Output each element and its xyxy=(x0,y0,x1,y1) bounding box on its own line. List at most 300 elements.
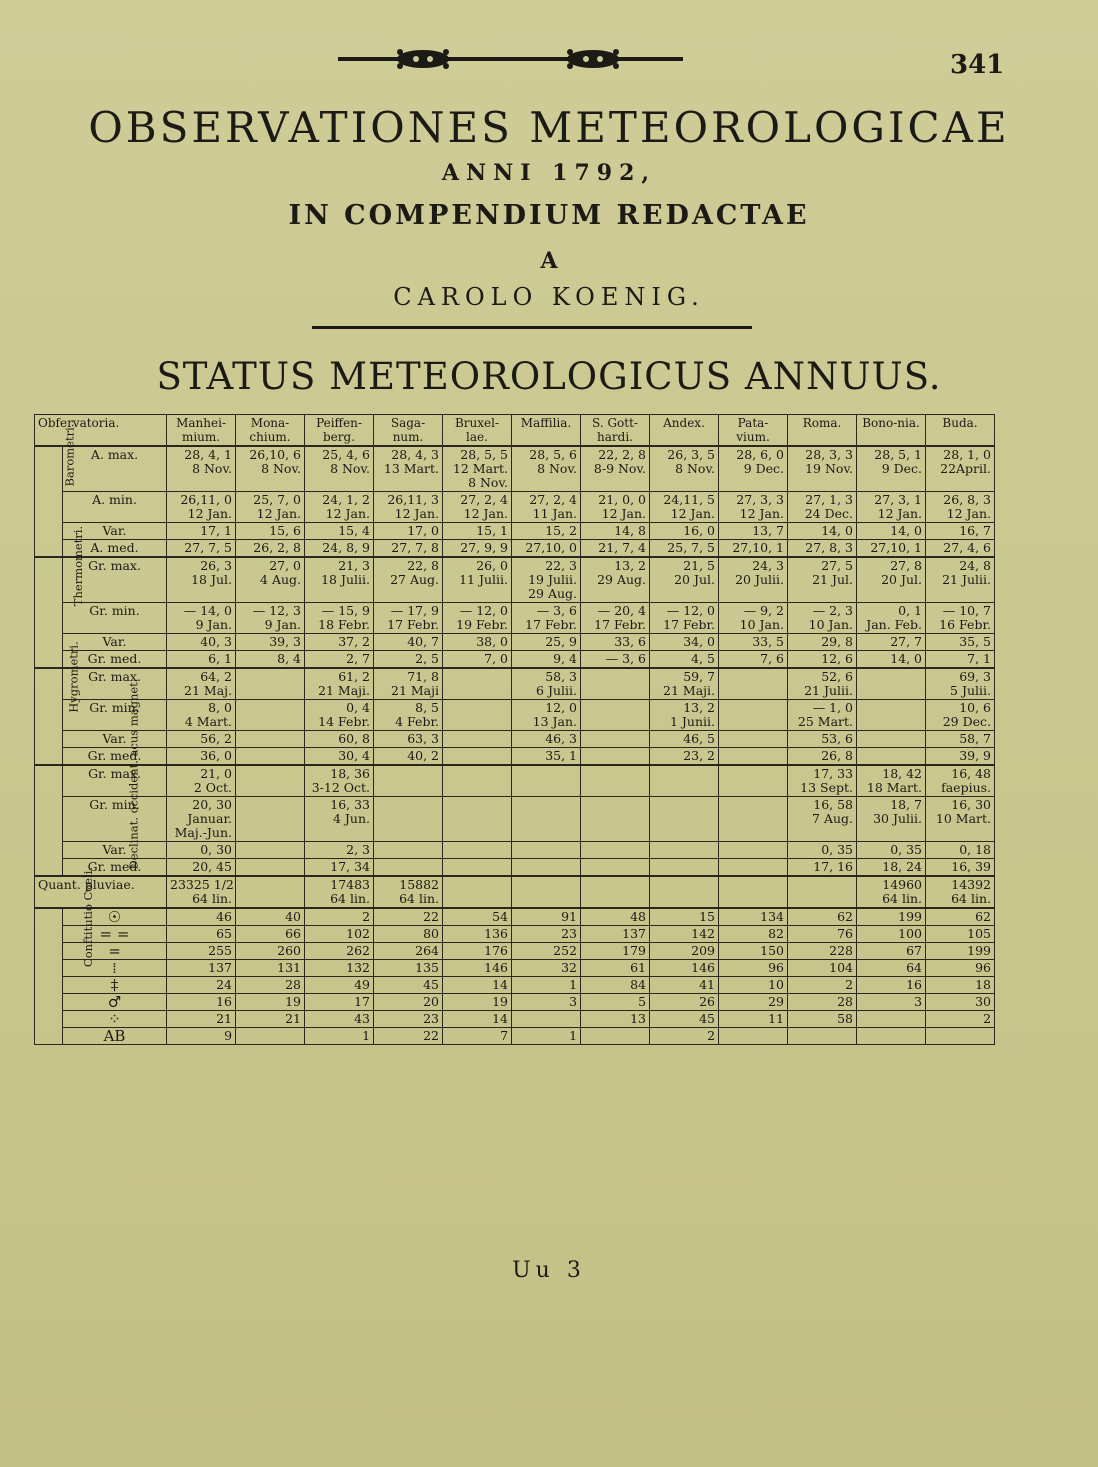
table-row xyxy=(35,765,995,797)
data-cell: 24, 3 20 Julii. xyxy=(719,557,788,603)
data-cell: 12, 6 xyxy=(788,651,857,669)
row-label: Var. xyxy=(63,731,167,748)
data-cell: 33, 6 xyxy=(581,634,650,651)
data-cell: 146 xyxy=(443,960,512,977)
data-cell: 28 xyxy=(236,977,305,994)
header-station: S. Gott-hardi. xyxy=(581,415,650,447)
data-cell: 18, 7 30 Julii. xyxy=(857,797,926,842)
data-cell: 27, 7, 5 xyxy=(167,540,236,558)
data-cell: 27, 1, 3 24 Dec. xyxy=(788,492,857,523)
data-cell: 21, 0 2 Oct. xyxy=(167,765,236,797)
data-cell: 2, 5 xyxy=(374,651,443,669)
data-cell: 96 xyxy=(926,960,995,977)
data-cell: 43 xyxy=(305,1011,374,1028)
data-cell xyxy=(719,797,788,842)
table-row xyxy=(35,540,995,558)
data-cell: 17483 64 lin. xyxy=(305,876,374,908)
data-cell: — 12, 0 17 Febr. xyxy=(650,603,719,634)
data-cell: 40, 2 xyxy=(374,748,443,766)
data-cell xyxy=(788,1028,857,1045)
data-cell xyxy=(581,748,650,766)
data-cell: 21, 5 20 Jul. xyxy=(650,557,719,603)
table-row xyxy=(35,977,995,994)
data-cell: 17, 16 xyxy=(788,859,857,877)
data-cell: 28, 5, 1 9 Dec. xyxy=(857,446,926,492)
data-cell: 3 xyxy=(857,994,926,1011)
data-cell: 2 xyxy=(926,1011,995,1028)
data-cell: 29 xyxy=(719,994,788,1011)
data-cell xyxy=(374,797,443,842)
data-cell: 37, 2 xyxy=(305,634,374,651)
data-cell: 27, 5 21 Jul. xyxy=(788,557,857,603)
data-cell: 0, 1 Jan. Feb. xyxy=(857,603,926,634)
data-cell: 27,10, 1 xyxy=(857,540,926,558)
data-cell: 23 xyxy=(374,1011,443,1028)
data-cell: 58, 7 xyxy=(926,731,995,748)
data-cell: 136 xyxy=(443,926,512,943)
data-cell xyxy=(236,765,305,797)
data-cell: 179 xyxy=(581,943,650,960)
data-cell: 18, 24 xyxy=(857,859,926,877)
table-row xyxy=(35,700,995,731)
table-row xyxy=(35,651,995,669)
title-divider xyxy=(312,326,752,329)
data-cell: 33, 5 xyxy=(719,634,788,651)
data-cell: 16 xyxy=(167,994,236,1011)
data-cell xyxy=(581,859,650,877)
data-cell: — 20, 4 17 Febr. xyxy=(581,603,650,634)
row-label: Gr. med. xyxy=(63,748,167,766)
data-cell: 22 xyxy=(374,1028,443,1045)
data-cell xyxy=(443,842,512,859)
data-cell: 26, 8, 3 12 Jan. xyxy=(926,492,995,523)
data-cell: 104 xyxy=(788,960,857,977)
data-cell: — 2, 3 10 Jan. xyxy=(788,603,857,634)
data-cell: 26, 8 xyxy=(788,748,857,766)
data-cell: 22, 3 19 Julii. 29 Aug. xyxy=(512,557,581,603)
data-cell: — 12, 0 19 Febr. xyxy=(443,603,512,634)
data-cell: — 10, 7 16 Febr. xyxy=(926,603,995,634)
weather-symbol-icon: AB xyxy=(63,1028,167,1045)
data-cell: 28, 6, 0 9 Dec. xyxy=(719,446,788,492)
data-cell: 69, 3 5 Julii. xyxy=(926,668,995,700)
data-cell: 0, 30 xyxy=(167,842,236,859)
data-cell xyxy=(443,668,512,700)
section-label xyxy=(35,641,81,765)
data-cell: — 9, 2 10 Jan. xyxy=(719,603,788,634)
section-label xyxy=(35,525,86,668)
data-cell: 14960 64 lin. xyxy=(857,876,926,908)
row-label: Var. xyxy=(63,842,167,859)
data-cell: 63, 3 xyxy=(374,731,443,748)
data-cell: 62 xyxy=(926,908,995,926)
author-name: CAROLO KOENIG. xyxy=(393,283,705,311)
data-cell: 13, 2 29 Aug. xyxy=(581,557,650,603)
row-label: A. min. xyxy=(63,492,167,523)
data-cell: 11 xyxy=(719,1011,788,1028)
table-row xyxy=(35,842,995,859)
data-cell: 46, 3 xyxy=(512,731,581,748)
section-label xyxy=(35,423,77,557)
data-cell: 0, 18 xyxy=(926,842,995,859)
data-cell: 4, 5 xyxy=(650,651,719,669)
row-label: Gr. med. xyxy=(63,651,167,669)
data-cell: 25, 4, 6 8 Nov. xyxy=(305,446,374,492)
data-cell: 18 xyxy=(926,977,995,994)
data-cell xyxy=(719,1028,788,1045)
data-cell: 66 xyxy=(236,926,305,943)
data-cell: 30, 4 xyxy=(305,748,374,766)
data-cell: 25, 9 xyxy=(512,634,581,651)
data-cell: 32 xyxy=(512,960,581,977)
data-cell: 10, 6 29 Dec. xyxy=(926,700,995,731)
data-cell: 26,11, 0 12 Jan. xyxy=(167,492,236,523)
data-cell xyxy=(581,842,650,859)
data-cell: 0, 4 14 Febr. xyxy=(305,700,374,731)
data-cell: 137 xyxy=(581,926,650,943)
data-cell xyxy=(581,668,650,700)
data-cell: 45 xyxy=(374,977,443,994)
data-cell: 3 xyxy=(512,994,581,1011)
header-station: Bruxel-lae. xyxy=(443,415,512,447)
data-cell: 199 xyxy=(926,943,995,960)
table-row xyxy=(35,943,995,960)
data-cell: 15 xyxy=(650,908,719,926)
data-cell: 26 xyxy=(650,994,719,1011)
data-cell xyxy=(650,876,719,908)
data-cell: 28, 5, 5 12 Mart. 8 Nov. xyxy=(443,446,512,492)
data-cell xyxy=(374,859,443,877)
data-cell xyxy=(236,731,305,748)
data-cell: 23 xyxy=(512,926,581,943)
data-cell: 28, 4, 3 13 Mart. xyxy=(374,446,443,492)
data-cell: 48 xyxy=(581,908,650,926)
data-cell: 21, 0, 0 12 Jan. xyxy=(581,492,650,523)
data-cell: 26,11, 3 12 Jan. xyxy=(374,492,443,523)
data-cell: 17 xyxy=(305,994,374,1011)
data-cell: 15, 2 xyxy=(512,523,581,540)
data-cell: 16, 39 xyxy=(926,859,995,877)
data-cell: 64 xyxy=(857,960,926,977)
data-cell: 264 xyxy=(374,943,443,960)
data-cell xyxy=(719,765,788,797)
data-cell: 22 xyxy=(374,908,443,926)
data-cell: 54 xyxy=(443,908,512,926)
data-cell: 27,10, 1 xyxy=(719,540,788,558)
data-cell xyxy=(719,748,788,766)
data-cell: 15, 4 xyxy=(305,523,374,540)
row-label: Gr. min. xyxy=(63,603,167,634)
row-label: Gr. med. xyxy=(63,859,167,877)
data-cell: 27, 8, 3 xyxy=(788,540,857,558)
header-station: Saga-num. xyxy=(374,415,443,447)
data-cell: 27, 7, 8 xyxy=(374,540,443,558)
data-cell: 40 xyxy=(236,908,305,926)
data-cell: 150 xyxy=(719,943,788,960)
data-cell: 41 xyxy=(650,977,719,994)
data-cell: 24,11, 5 12 Jan. xyxy=(650,492,719,523)
data-cell: 84 xyxy=(581,977,650,994)
data-cell xyxy=(374,765,443,797)
meteorological-table xyxy=(34,414,995,1045)
data-cell: 35, 1 xyxy=(512,748,581,766)
data-cell: 14392 64 lin. xyxy=(926,876,995,908)
data-cell: 23325 1/2 64 lin. xyxy=(167,876,236,908)
data-cell: 39, 9 xyxy=(926,748,995,766)
data-cell: 45 xyxy=(650,1011,719,1028)
data-cell: 1 xyxy=(512,977,581,994)
data-cell: 146 xyxy=(650,960,719,977)
data-cell xyxy=(650,765,719,797)
data-cell: 131 xyxy=(236,960,305,977)
data-cell: — 15, 9 18 Febr. xyxy=(305,603,374,634)
weather-symbol-icon: = xyxy=(63,943,167,960)
table-row xyxy=(35,994,995,1011)
data-cell: 7, 6 xyxy=(719,651,788,669)
data-cell: 0, 35 xyxy=(857,842,926,859)
data-cell: 16 xyxy=(857,977,926,994)
data-cell: 60, 8 xyxy=(305,731,374,748)
data-cell: 0, 35 xyxy=(788,842,857,859)
data-cell: 137 xyxy=(167,960,236,977)
data-cell: 24, 1, 2 12 Jan. xyxy=(305,492,374,523)
data-cell: 209 xyxy=(650,943,719,960)
table-row xyxy=(35,446,995,492)
table-row xyxy=(35,523,995,540)
data-cell xyxy=(236,797,305,842)
data-cell: 25, 7, 5 xyxy=(650,540,719,558)
data-cell: 2 xyxy=(305,908,374,926)
row-label: Gr. max. xyxy=(63,668,167,700)
data-cell xyxy=(857,748,926,766)
data-cell: 18, 42 18 Mart. xyxy=(857,765,926,797)
row-label-pluviae: Quant. pluviae. xyxy=(35,876,167,908)
data-cell: 53, 6 xyxy=(788,731,857,748)
header-station: Maffilia. xyxy=(512,415,581,447)
data-cell: 1 xyxy=(512,1028,581,1045)
data-cell: — 3, 6 xyxy=(581,651,650,669)
data-cell: 40, 3 xyxy=(167,634,236,651)
data-cell: 16, 30 10 Mart. xyxy=(926,797,995,842)
data-cell xyxy=(719,876,788,908)
data-cell xyxy=(926,1028,995,1045)
data-cell: 16, 33 4 Jun. xyxy=(305,797,374,842)
data-cell: 28 xyxy=(788,994,857,1011)
header-station: Pata-vium. xyxy=(719,415,788,447)
data-cell: 23, 2 xyxy=(650,748,719,766)
data-cell xyxy=(650,797,719,842)
data-cell: 80 xyxy=(374,926,443,943)
data-cell: 27, 9, 9 xyxy=(443,540,512,558)
data-cell: 14 xyxy=(443,1011,512,1028)
header-station: Manhei-mium. xyxy=(167,415,236,447)
data-cell: 91 xyxy=(512,908,581,926)
table-row xyxy=(35,748,995,766)
data-cell xyxy=(857,1011,926,1028)
data-cell: 18, 36 3-12 Oct. xyxy=(305,765,374,797)
row-label: Gr. min. xyxy=(63,700,167,731)
header-station: Bono-nia. xyxy=(857,415,926,447)
header-station: Roma. xyxy=(788,415,857,447)
data-cell: 26, 0 11 Julii. xyxy=(443,557,512,603)
data-cell: 30 xyxy=(926,994,995,1011)
data-cell: 96 xyxy=(719,960,788,977)
table-row xyxy=(35,1028,995,1045)
data-cell: 255 xyxy=(167,943,236,960)
data-cell xyxy=(374,842,443,859)
data-cell: 7, 1 xyxy=(926,651,995,669)
data-cell: 2, 3 xyxy=(305,842,374,859)
data-cell: 26, 3, 5 8 Nov. xyxy=(650,446,719,492)
data-cell: 46 xyxy=(167,908,236,926)
row-label: Var. xyxy=(63,634,167,651)
table-row xyxy=(35,859,995,877)
data-cell: 38, 0 xyxy=(443,634,512,651)
data-cell: 14, 8 xyxy=(581,523,650,540)
data-cell: 14 xyxy=(443,977,512,994)
main-title: OBSERVATIONES METEOROLOGICAE xyxy=(88,103,1010,152)
data-cell: 25, 7, 0 12 Jan. xyxy=(236,492,305,523)
data-cell: 17, 33 13 Sept. xyxy=(788,765,857,797)
data-cell xyxy=(788,876,857,908)
data-cell: 29, 8 xyxy=(788,634,857,651)
row-label: Gr. max. xyxy=(63,765,167,797)
data-cell xyxy=(857,1028,926,1045)
data-cell xyxy=(443,797,512,842)
data-cell: 71, 8 21 Maji xyxy=(374,668,443,700)
data-cell: 22, 8 27 Aug. xyxy=(374,557,443,603)
year-line: ANNI 1792, xyxy=(441,160,657,186)
data-cell: 27, 0 4 Aug. xyxy=(236,557,305,603)
table-row xyxy=(35,603,995,634)
data-cell: 1 xyxy=(305,1028,374,1045)
data-cell: 8, 5 4 Febr. xyxy=(374,700,443,731)
weather-symbol-icon: ⁘ xyxy=(63,1011,167,1028)
data-cell xyxy=(512,859,581,877)
data-cell xyxy=(236,876,305,908)
row-label: Gr. max. xyxy=(63,557,167,603)
data-cell: 260 xyxy=(236,943,305,960)
data-cell: 17, 34 xyxy=(305,859,374,877)
data-cell: 100 xyxy=(857,926,926,943)
weather-symbol-icon: ⁞ xyxy=(63,960,167,977)
data-cell: 13, 7 xyxy=(719,523,788,540)
data-cell xyxy=(581,797,650,842)
table-row-pluviae xyxy=(35,876,995,908)
data-cell: 20, 30 Januar. Maj.-Jun. xyxy=(167,797,236,842)
data-cell: 19 xyxy=(443,994,512,1011)
data-cell xyxy=(236,668,305,700)
data-cell: 12, 0 13 Jan. xyxy=(512,700,581,731)
header-station: Mona-chium. xyxy=(236,415,305,447)
data-cell: 16, 7 xyxy=(926,523,995,540)
data-cell: 132 xyxy=(305,960,374,977)
data-cell: — 14, 0 9 Jan. xyxy=(167,603,236,634)
data-cell: 228 xyxy=(788,943,857,960)
data-cell: 2 xyxy=(788,977,857,994)
data-cell: 56, 2 xyxy=(167,731,236,748)
data-cell: 27, 2, 4 11 Jan. xyxy=(512,492,581,523)
data-cell: 21, 3 18 Julii. xyxy=(305,557,374,603)
section-label-text: Declinat. occident. acus magnet. xyxy=(126,678,141,870)
data-cell: 27, 3, 3 12 Jan. xyxy=(719,492,788,523)
data-cell: 13, 2 1 Junii. xyxy=(650,700,719,731)
data-cell xyxy=(857,731,926,748)
table-row xyxy=(35,1011,995,1028)
data-cell xyxy=(719,731,788,748)
data-cell xyxy=(512,842,581,859)
data-cell: 2, 7 xyxy=(305,651,374,669)
table-row xyxy=(35,668,995,700)
data-cell: 20, 45 xyxy=(167,859,236,877)
data-cell: 102 xyxy=(305,926,374,943)
data-cell: 82 xyxy=(719,926,788,943)
data-cell: 134 xyxy=(719,908,788,926)
data-cell: 15, 1 xyxy=(443,523,512,540)
table-row xyxy=(35,634,995,651)
data-cell: 10 xyxy=(719,977,788,994)
data-cell: 105 xyxy=(926,926,995,943)
data-cell: 20 xyxy=(374,994,443,1011)
data-cell: 28, 4, 1 8 Nov. xyxy=(167,446,236,492)
data-cell xyxy=(857,700,926,731)
data-cell: 14, 0 xyxy=(857,523,926,540)
data-cell: 58, 3 6 Julii. xyxy=(512,668,581,700)
data-cell: 252 xyxy=(512,943,581,960)
data-cell xyxy=(581,700,650,731)
header-station: Peiffen-berg. xyxy=(305,415,374,447)
data-cell: 9 xyxy=(167,1028,236,1045)
data-cell: 28, 1, 0 22April. xyxy=(926,446,995,492)
section-label-text: Hygrometri. xyxy=(66,641,81,713)
data-cell xyxy=(857,668,926,700)
header-station: Buda. xyxy=(926,415,995,447)
section-label-text: Conftitutio Coeli. xyxy=(81,866,96,968)
data-cell xyxy=(443,876,512,908)
table-row xyxy=(35,731,995,748)
table-row xyxy=(35,557,995,603)
data-cell: 62 xyxy=(788,908,857,926)
data-cell: 40, 7 xyxy=(374,634,443,651)
data-cell xyxy=(581,731,650,748)
data-cell xyxy=(719,668,788,700)
data-cell: 199 xyxy=(857,908,926,926)
row-label: Gr. min. xyxy=(63,797,167,842)
data-cell: 27, 8 20 Jul. xyxy=(857,557,926,603)
data-cell: 26, 3 18 Jul. xyxy=(167,557,236,603)
data-cell: 19 xyxy=(236,994,305,1011)
data-cell xyxy=(443,765,512,797)
data-cell: 24, 8 21 Julii. xyxy=(926,557,995,603)
data-cell xyxy=(443,700,512,731)
signature-mark: Uu 3 xyxy=(512,1258,586,1283)
data-cell xyxy=(581,765,650,797)
data-cell: 14, 0 xyxy=(788,523,857,540)
data-cell: 15, 6 xyxy=(236,523,305,540)
data-cell: 49 xyxy=(305,977,374,994)
data-cell: 27, 7 xyxy=(857,634,926,651)
data-cell: 16, 0 xyxy=(650,523,719,540)
data-cell xyxy=(650,842,719,859)
table-row xyxy=(35,908,995,926)
data-cell xyxy=(236,700,305,731)
data-cell: 52, 6 21 Julii. xyxy=(788,668,857,700)
data-cell xyxy=(443,748,512,766)
data-cell: 65 xyxy=(167,926,236,943)
table-title: STATUS METEOROLOGICUS ANNUUS. xyxy=(156,355,942,398)
data-cell: 24 xyxy=(167,977,236,994)
data-cell: 6, 1 xyxy=(167,651,236,669)
